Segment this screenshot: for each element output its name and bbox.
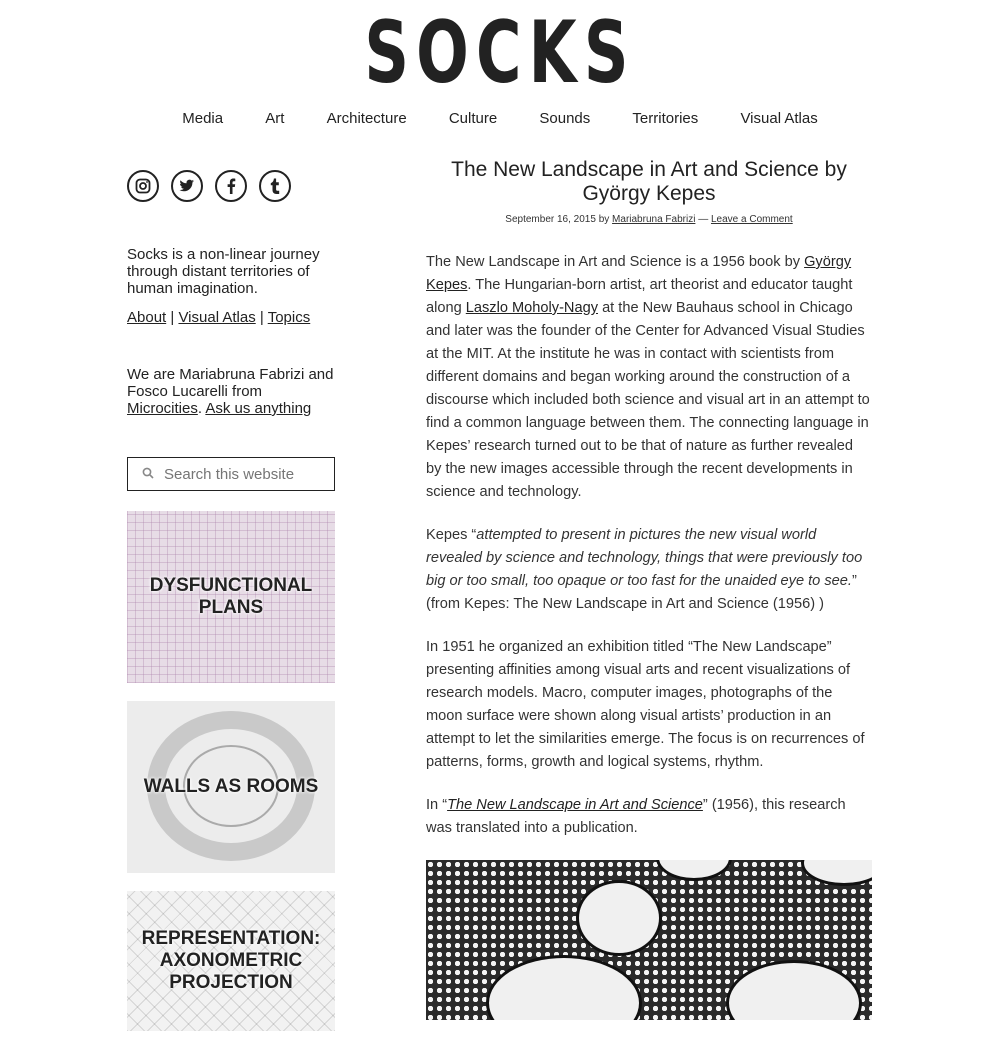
book-title: The New Landscape in Art and Science [447,797,703,813]
site-description: Socks is a non-linear journey through distant territories of human imagination. [127,246,320,297]
leave-comment-link[interactable]: Leave a Comment [710,214,793,225]
article-paragraph-2 [426,524,872,616]
tile-label: REPRESENTATION: AXONOMETRIC PROJECTION [141,928,321,993]
tile-label: WALLS AS ROOMS [143,776,319,797]
microcities-link[interactable]: Microcities [127,400,198,417]
nav-architecture[interactable]: Architecture [326,110,407,127]
article-title: The New Landscape in Art and Science by György Kepes [451,158,847,205]
authors-text: We are Mariabruna Fabrizi and Fosco Lucarelli from Microcities. Ask us anything [127,366,334,417]
image-cell [486,955,642,1020]
main-nav [0,110,1000,127]
image-cell [656,860,732,881]
paragraph-text: ” (from Kepes: The New Landscape in Art and Science (1956) ) [426,573,857,612]
author-link[interactable]: Mariabruna Fabrizi [612,214,696,225]
article-paragraph-1 [426,251,872,504]
kepes-quote: attempted to present in pictures the new visual world revealed by science and technology, things that were previously too big or too small, too opaque or too fast for the unaided eye to see. [426,527,863,589]
image-cell [576,880,662,956]
nav-culture[interactable]: Culture [448,110,498,127]
article [426,158,872,1020]
tile-dysfunctional-plans[interactable] [127,511,335,683]
instagram-icon[interactable] [127,170,159,202]
authors-intro: We are Mariabruna Fabrizi and Fosco Lucarelli from [127,366,334,400]
image-cell [801,860,872,886]
article-paragraph-4 [426,794,872,840]
nav-sounds[interactable]: Sounds [539,110,591,127]
visual-atlas-link[interactable]: Visual Atlas [178,309,256,326]
nav-visual-atlas[interactable]: Visual Atlas [740,110,818,127]
facebook-icon[interactable] [215,170,247,202]
search-icon [134,466,162,483]
search-input[interactable] [162,465,326,484]
tile-representation-axonometric[interactable] [127,891,335,1031]
topics-link[interactable]: Topics [267,309,311,326]
nav-media[interactable]: Media [182,110,224,127]
article-meta [426,214,872,225]
article-image [426,860,872,1020]
site-logo[interactable]: SOCKS [364,3,636,103]
tile-label: DYSFUNCTIONAL PLANS [149,575,313,618]
nav-art[interactable]: Art [265,110,285,127]
paragraph-text: Kepes “ [426,527,477,543]
about-link[interactable]: About [127,309,167,326]
by-label: by [598,214,610,225]
paragraph-text: . The Hungarian-born artist, art theorist and educator taught along [426,277,853,316]
link-separator: | [259,309,264,326]
twitter-icon[interactable] [171,170,203,202]
tile-walls-as-rooms[interactable] [127,701,335,873]
nav-territories[interactable]: Territories [632,110,699,127]
link-separator: | [170,309,175,326]
sidebar-links [127,309,335,326]
tumblr-icon[interactable] [259,170,291,202]
paragraph-text: In “ [426,797,448,813]
social-links [127,170,335,202]
paragraph-text: ” (1956), this research was translated into a publication. [426,797,846,836]
sidebar [127,170,335,1049]
article-paragraph-3: In 1951 he organized an exhibition titled “The New Landscape” presenting affinities among visual arts and recent visualizations of research models. Macro, computer images, photographs of the moon surface were shown along visual artists’ production in an attempt to let the similarities emerge. The focus is on recurrences of patterns, forms, growth and logical systems, rhythm. [426,639,865,770]
moholy-nagy-link[interactable]: Laszlo Moholy-Nagy [465,300,598,316]
paragraph-text: at the New Bauhaus school in Chicago and later was the founder of the Center for Advanced Visual Studies at the MIT. At the institute he was in contact with scientists from different domains and began working around the construction of a discourse which included both science and visual art in an attempt to find a common language between them. The connecting language in Kepes’ research turned out to be that of nature as further revealed by the new images accessible through the recent developments in science and technology. [426,300,870,500]
article-date: September 16, 2015 [505,214,596,225]
gyorgy-kepes-link[interactable]: György Kepes [426,254,852,293]
paragraph-text: The New Landscape in Art and Science is a 1956 book by [426,254,801,270]
image-cell [726,960,862,1020]
book-link[interactable] [447,797,703,813]
ask-us-link[interactable]: Ask us anything [205,400,312,417]
meta-dash: — [698,214,709,225]
search-box [127,457,335,491]
